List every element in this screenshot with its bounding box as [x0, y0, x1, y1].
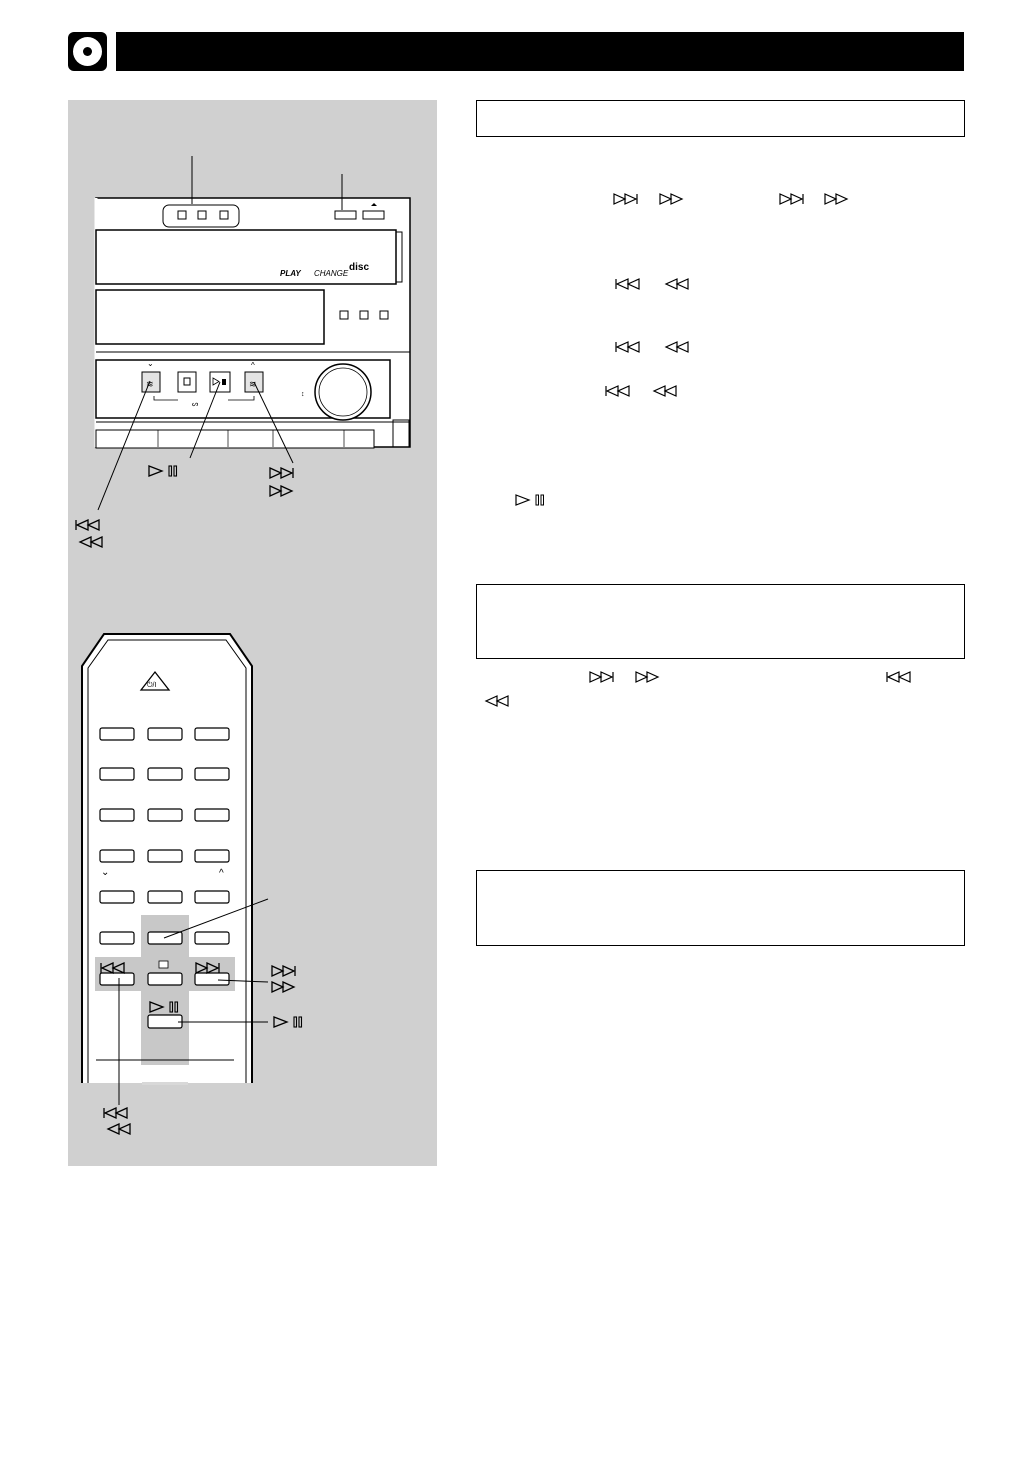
inline-symbols — [476, 190, 963, 720]
skip-forward-icon — [270, 468, 293, 478]
skip-down-glyph: ≋ — [146, 379, 154, 389]
play-pause-icon — [149, 466, 177, 476]
main-unit-front-panel — [96, 198, 410, 448]
rewind-icon — [80, 537, 102, 547]
disc-logo: disc — [349, 262, 370, 273]
skip-forward-icon — [780, 194, 803, 204]
remote-rewind-icon — [108, 1124, 130, 1134]
remote-fast-forward-icon — [272, 982, 294, 992]
rewind-icon — [666, 342, 688, 352]
svg-text:^: ^ — [219, 868, 224, 879]
fast-forward-icon — [825, 194, 847, 204]
svg-text:⌄: ⌄ — [101, 867, 110, 878]
skip-back-icon — [606, 386, 629, 396]
play-x-change-logo: PLAY — [280, 269, 301, 278]
remote-skip-back-icon — [104, 1108, 127, 1118]
remote-control — [82, 634, 252, 1085]
skip-back-icon — [76, 520, 99, 530]
fast-forward-icon — [270, 486, 292, 496]
rewind-icon — [486, 696, 508, 706]
change-logo: CHANGE — [314, 269, 349, 278]
fast-forward-icon — [660, 194, 682, 204]
illustration — [68, 100, 437, 1166]
skip-back-icon — [616, 279, 639, 289]
svg-text:^: ^ — [251, 361, 255, 370]
fast-forward-icon — [636, 672, 658, 682]
svg-text:⌄: ⌄ — [147, 359, 154, 368]
rewind-icon — [654, 386, 676, 396]
svg-text:↕: ↕ — [301, 391, 305, 398]
power-glyph: ⏻/I — [147, 682, 157, 689]
section-header-bar — [116, 32, 964, 71]
remote-skip-forward-icon — [272, 966, 295, 976]
instruction-box-3 — [476, 870, 965, 946]
rewind-icon — [666, 279, 688, 289]
skip-back-icon — [616, 342, 639, 352]
disc-section-icon — [68, 32, 107, 71]
disc-hole — [83, 47, 92, 56]
instruction-box-1 — [476, 100, 965, 137]
play-pause-icon — [516, 495, 544, 505]
skip-forward-icon — [614, 194, 637, 204]
skip-up-glyph: ≋ — [249, 379, 257, 389]
skip-forward-icon — [590, 672, 613, 682]
svg-text:ᔕ: ᔕ — [192, 401, 199, 408]
skip-back-icon — [887, 672, 910, 682]
remote-play-pause-icon — [274, 1017, 302, 1027]
